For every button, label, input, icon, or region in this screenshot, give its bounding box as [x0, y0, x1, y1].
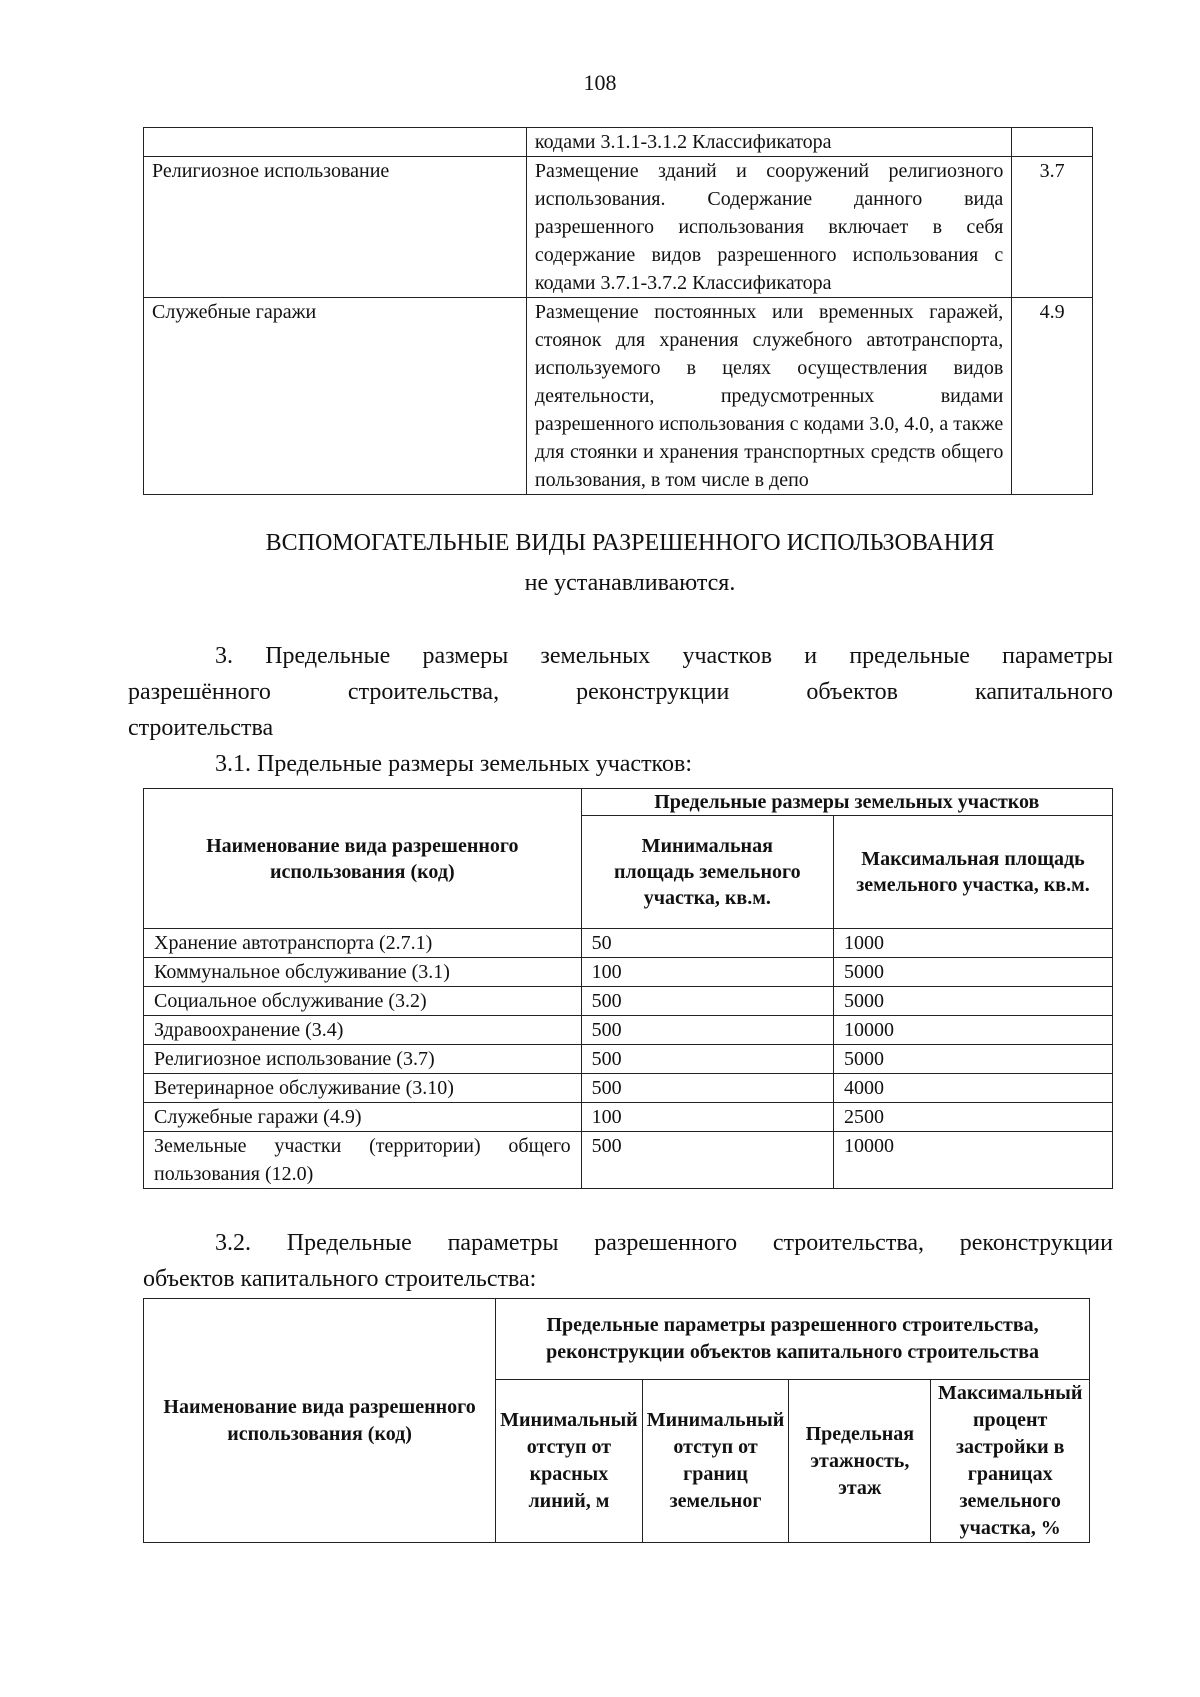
use-name-cell: Ветеринарное обслуживание (3.10): [144, 1074, 582, 1103]
header-use-name: Наименование вида разрешенного использования (код): [144, 1299, 496, 1543]
section-3-2-line-1: 3.2. Предельные параметры разрешенного строительства, реконструкции: [215, 1230, 1113, 1256]
table-row: [144, 1074, 1113, 1103]
max-area-cell: 4000: [833, 1074, 1112, 1103]
table-row: [144, 298, 1093, 495]
table-header-row: [144, 789, 1113, 816]
header-plot-sizes: Предельные размеры земельных участков: [581, 789, 1112, 816]
min-area-cell: 500: [581, 1016, 833, 1045]
max-area-cell: 1000: [833, 929, 1112, 958]
max-area-cell: 5000: [833, 987, 1112, 1016]
use-name-cell: Служебные гаражи: [144, 298, 527, 495]
table-row: [144, 1103, 1113, 1132]
min-area-cell: 500: [581, 987, 833, 1016]
header-use-name: Наименование вида разрешенного использования (код): [144, 789, 582, 929]
page-number: 108: [583, 70, 617, 95]
max-area-cell: 5000: [833, 958, 1112, 987]
min-area-cell: 100: [581, 1103, 833, 1132]
use-description-cell: Размещение зданий и сооружений религиозного использования. Содержание данного вида разрешенного использования включает в себя содержание видов разрешенного использования с кодами 3.7.1-3.7.2 Классификатора: [526, 157, 1011, 298]
auxiliary-uses-subheading: не устанавливаются.: [524, 570, 736, 596]
min-area-cell: 500: [581, 1132, 833, 1189]
use-name-cell: Социальное обслуживание (3.2): [144, 987, 582, 1016]
use-name-cell: Хранение автотранспорта (2.7.1): [144, 929, 582, 958]
table-row: [144, 128, 1093, 157]
header-min-setback-red-lines: Минимальный отступ от красных линий, м: [496, 1380, 643, 1543]
use-name-cell: [144, 128, 527, 157]
header-construction-parameters: Предельные параметры разрешенного строительства, реконструкции объектов капитального строительства: [496, 1299, 1090, 1380]
table-row: [144, 987, 1113, 1016]
use-description-cell: кодами 3.1.1-3.1.2 Классификатора: [526, 128, 1011, 157]
section-3-2-line-2: объектов капитального строительства:: [143, 1266, 537, 1292]
header-max-area: Максимальная площадь земельного участка, кв.м.: [833, 816, 1112, 929]
use-name-cell: Коммунальное обслуживание (3.1): [144, 958, 582, 987]
use-name-cell: Религиозное использование: [144, 157, 527, 298]
table-row: [144, 929, 1113, 958]
header-min-area: Минимальная площадь земельного участка, кв.м.: [581, 816, 833, 929]
land-use-table-continued: [143, 127, 1093, 495]
use-description-cell: Размещение постоянных или временных гаражей, стоянок для хранения служебного автотранспорта, используемого в целях осуществления видов деятельности, предусмотренных видами разрешенного использования с кодами 3.0, 4.0, а также для стоянки и хранения транспортных средств общего пользования, в том числе в депо: [526, 298, 1011, 495]
max-area-cell: 2500: [833, 1103, 1112, 1132]
use-name-cell: Земельные участки (территории) общего пользования (12.0): [144, 1132, 582, 1189]
header-max-floors: Предельная этажность, этаж: [789, 1380, 931, 1543]
min-area-cell: 500: [581, 1074, 833, 1103]
use-name-cell: Религиозное использование (3.7): [144, 1045, 582, 1074]
max-area-cell: 10000: [833, 1132, 1112, 1189]
max-area-cell: 5000: [833, 1045, 1112, 1074]
use-name-cell: Здравоохранение (3.4): [144, 1016, 582, 1045]
use-name-cell: Служебные гаражи (4.9): [144, 1103, 582, 1132]
min-area-cell: 50: [581, 929, 833, 958]
table-row: [144, 1045, 1113, 1074]
section-3-1-title: 3.1. Предельные размеры земельных участков:: [215, 751, 692, 777]
use-code-cell: [1012, 128, 1093, 157]
section-3-line-3: строительства: [128, 715, 274, 741]
header-min-setback-boundaries: Минимальный отступ от границ земельног: [642, 1380, 789, 1543]
header-max-coverage: Максимальный процент застройки в границах земельного участка, %: [931, 1380, 1090, 1543]
table-row: [144, 958, 1113, 987]
table-header-row: [144, 1299, 1090, 1380]
min-area-cell: 100: [581, 958, 833, 987]
land-plot-size-table: [143, 788, 1113, 1189]
construction-parameters-table: [143, 1298, 1090, 1543]
table-row: [144, 1016, 1113, 1045]
section-3-line-1: 3. Предельные размеры земельных участков и предельные параметры: [215, 643, 1113, 669]
min-area-cell: 500: [581, 1045, 833, 1074]
max-area-cell: 10000: [833, 1016, 1112, 1045]
auxiliary-uses-heading: ВСПОМОГАТЕЛЬНЫЕ ВИДЫ РАЗРЕШЕННОГО ИСПОЛЬЗОВАНИЯ: [265, 530, 995, 556]
section-3-line-2: разрешённого строительства, реконструкции объектов капитального: [128, 679, 1113, 705]
use-code-cell: 3.7: [1012, 157, 1093, 298]
use-code-cell: 4.9: [1012, 298, 1093, 495]
table-row: [144, 157, 1093, 298]
table-row: [144, 1132, 1113, 1189]
